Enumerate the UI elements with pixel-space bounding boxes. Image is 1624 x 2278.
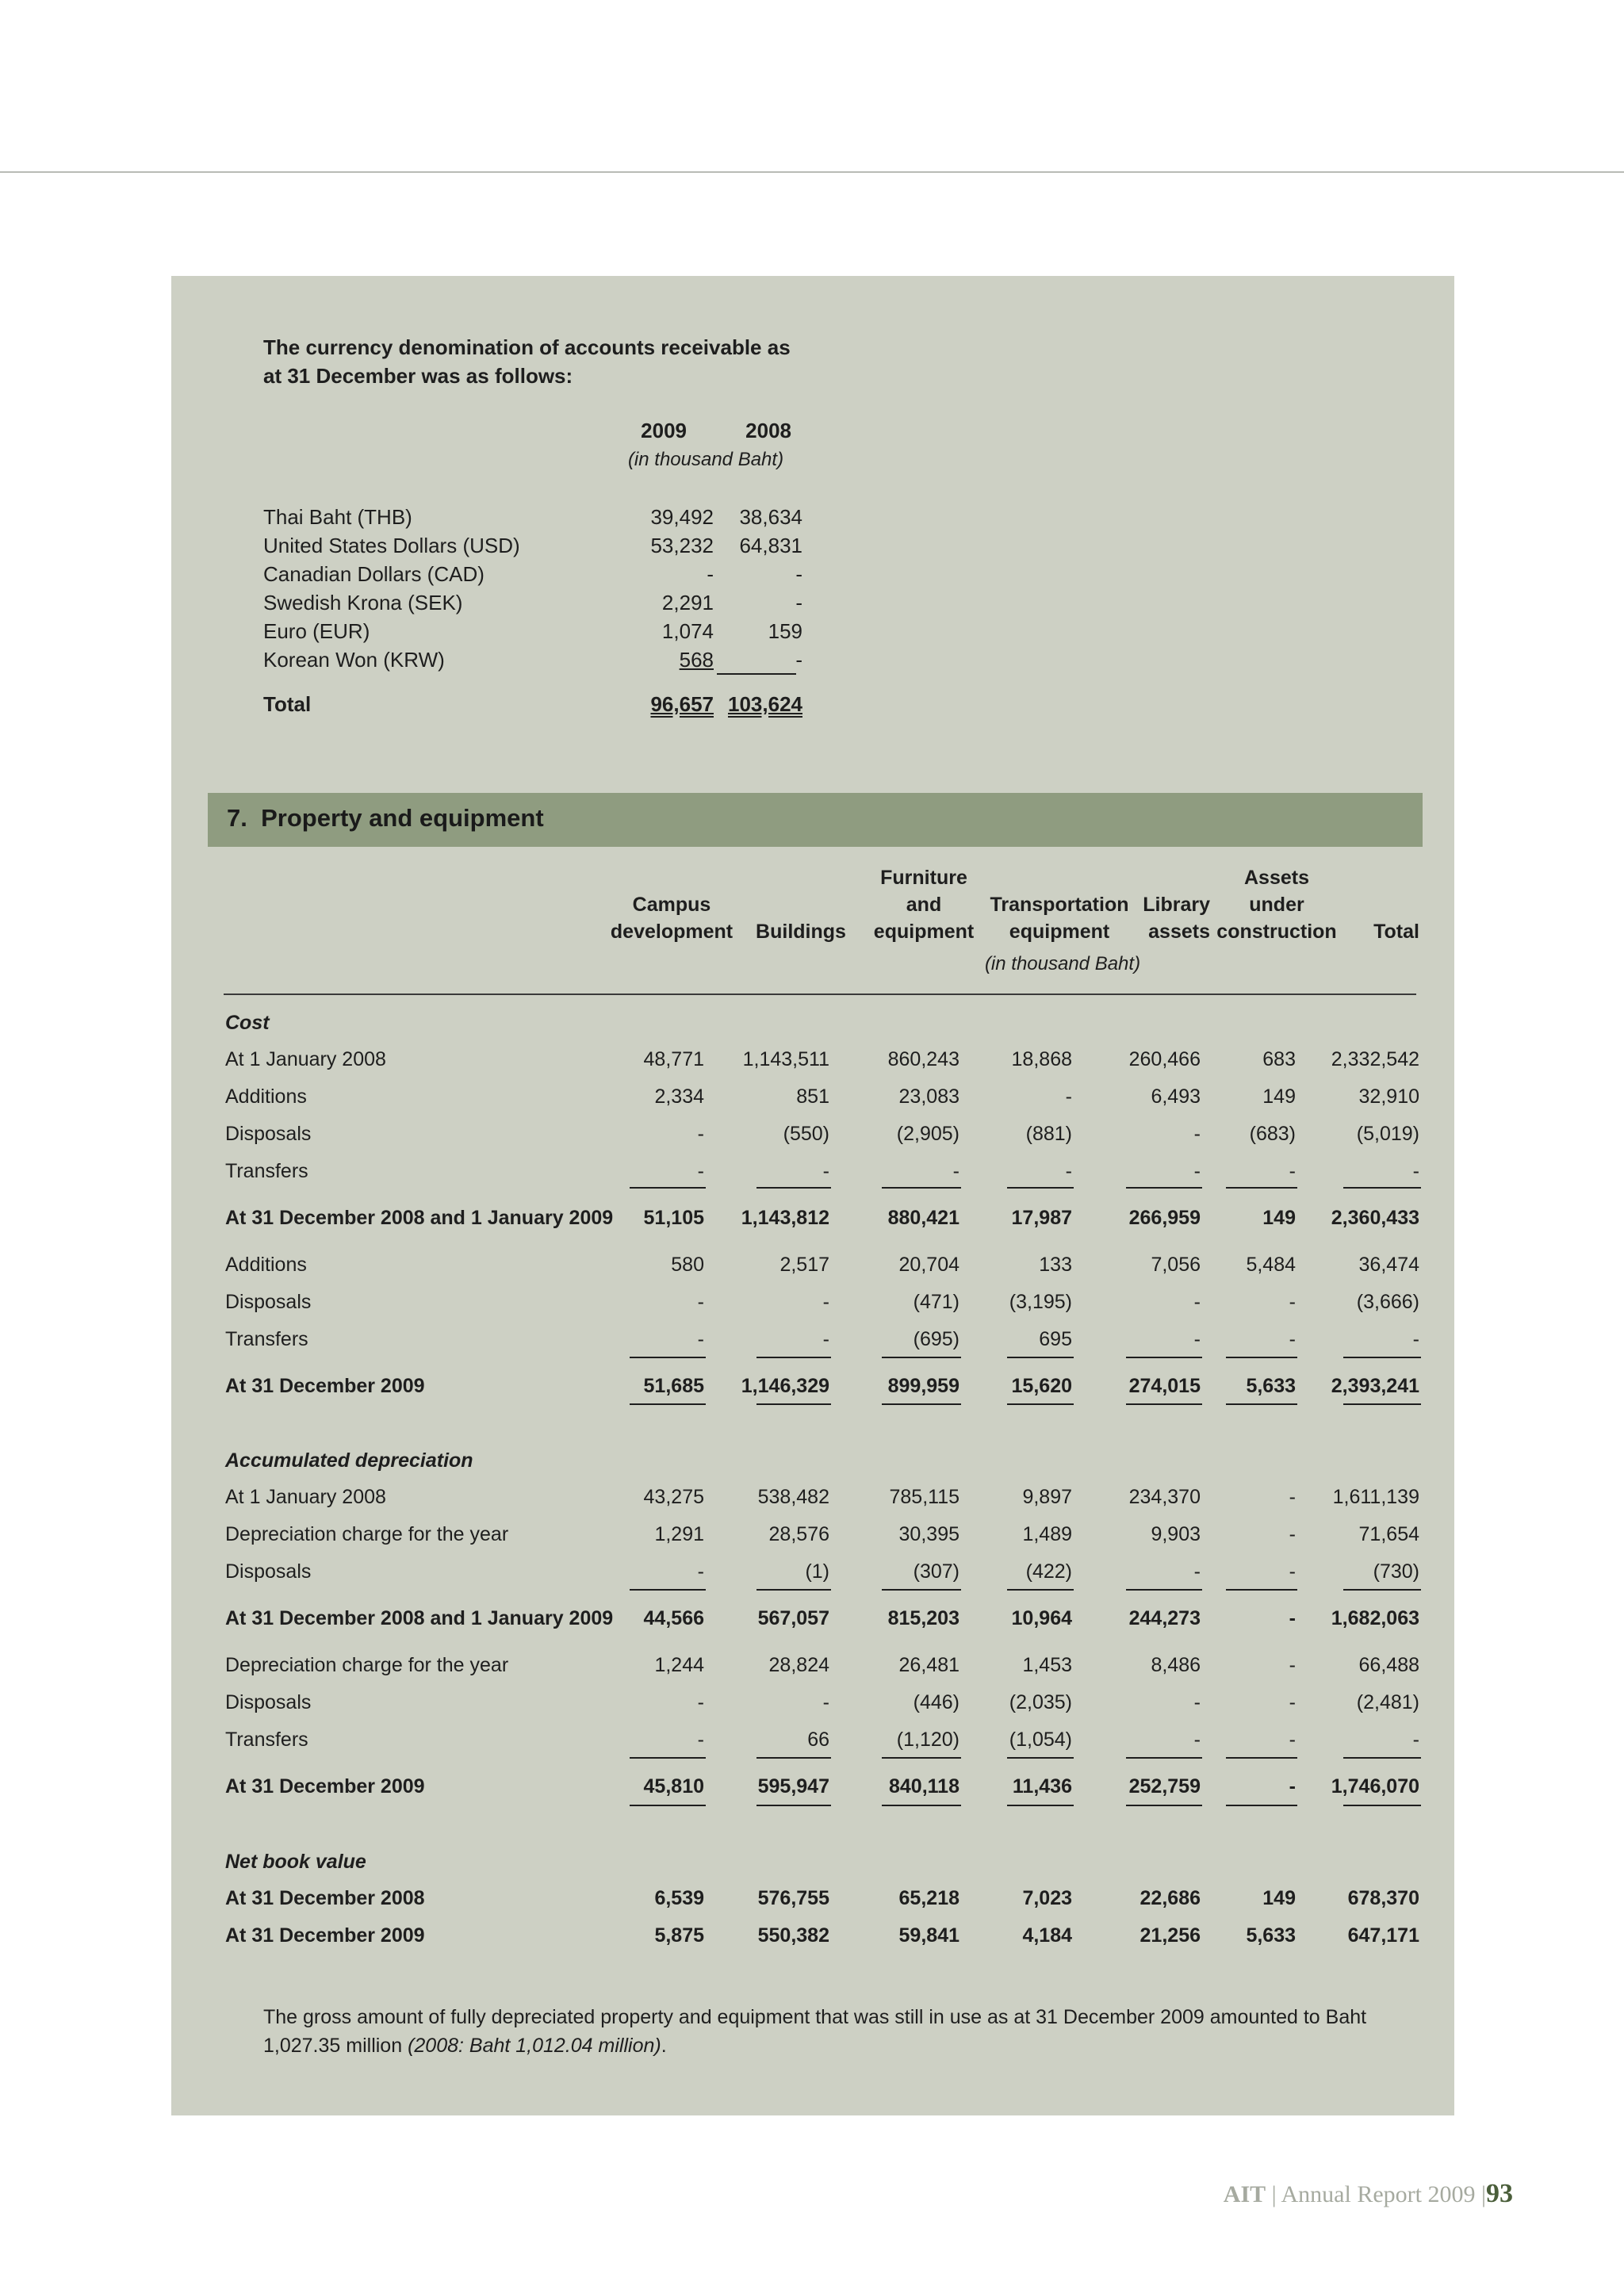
table-section-label: Accumulated depreciation (225, 1449, 473, 1472)
table-cell: - (1193, 1560, 1201, 1583)
table-row (225, 1085, 1431, 1114)
column-rule (882, 1589, 961, 1591)
table-cell: 1,489 (1022, 1523, 1072, 1545)
top-rule (0, 171, 1624, 173)
table-cell: (1,120) (896, 1729, 959, 1751)
table-cell: 899,959 (887, 1375, 959, 1397)
table-cell: 26,481 (898, 1654, 959, 1676)
column-rule (756, 1357, 831, 1358)
section-title: 7. Property and equipment (227, 804, 544, 832)
table-cell: 567,057 (757, 1607, 829, 1629)
table-cell: 149 (1262, 1085, 1296, 1108)
column-rule (1343, 1403, 1421, 1405)
table-cell: - (1289, 1560, 1296, 1583)
currency-row: Canadian Dollars (CAD) - - (263, 562, 802, 586)
column-rule (756, 1805, 831, 1806)
table-cell: - (822, 1160, 829, 1182)
table-cell: - (1289, 1160, 1296, 1182)
table-row (225, 1254, 1431, 1282)
row-label: Additions (225, 1085, 307, 1108)
table-cell: - (822, 1328, 829, 1350)
table-cell: - (1289, 1291, 1296, 1313)
table-cell: - (1065, 1085, 1072, 1108)
row-label: At 31 December 2009 (225, 1775, 425, 1798)
column-rule (1007, 1589, 1074, 1591)
table-cell: 683 (1262, 1048, 1296, 1070)
table-cell: - (1193, 1160, 1201, 1182)
column-rule (1126, 1403, 1202, 1405)
table-cell: 880,421 (887, 1207, 959, 1229)
table-cell: 1,143,511 (742, 1048, 829, 1070)
table-cell: - (697, 1560, 704, 1583)
table-row (225, 1560, 1431, 1589)
table-cell: - (1289, 1486, 1296, 1508)
row-label: Depreciation charge for the year (225, 1523, 509, 1545)
table-cell: 30,395 (898, 1523, 959, 1545)
table-cell: 252,759 (1128, 1775, 1201, 1798)
table-row (225, 1654, 1431, 1683)
table-cell: - (697, 1160, 704, 1182)
table-cell: - (1193, 1691, 1201, 1713)
table-cell: (422) (1025, 1560, 1072, 1583)
table-cell: 44,566 (643, 1607, 704, 1629)
table-cell: 695 (1039, 1328, 1072, 1350)
table-cell: (1,054) (1009, 1729, 1072, 1751)
table-cell: (730) (1373, 1560, 1419, 1583)
table-row (225, 1486, 1431, 1514)
table-cell: 9,903 (1151, 1523, 1201, 1545)
table-cell: (550) (783, 1123, 829, 1145)
table-cell: (881) (1025, 1123, 1072, 1145)
table-cell: 15,620 (1011, 1375, 1072, 1397)
table-cell: 133 (1039, 1254, 1072, 1276)
column-rule (630, 1357, 706, 1358)
column-rule (1007, 1403, 1074, 1405)
col-header-total: Total (1373, 921, 1419, 943)
col-header-library: Library assets (1143, 894, 1210, 943)
table-row (225, 1291, 1431, 1319)
currency-unit: (in thousand Baht) (627, 449, 784, 470)
table-row (225, 1123, 1431, 1151)
table-cell: 5,875 (654, 1924, 704, 1947)
table-cell: (2,905) (896, 1123, 959, 1145)
table-cell: 32,910 (1358, 1085, 1419, 1108)
row-label: Disposals (225, 1560, 312, 1583)
row-label: Transfers (225, 1729, 308, 1751)
table-cell: (3,195) (1009, 1291, 1072, 1313)
table-row (225, 1160, 1431, 1189)
table-cell: 18,868 (1011, 1048, 1072, 1070)
column-rule (1007, 1805, 1074, 1806)
table-cell: 1,746,070 (1331, 1775, 1419, 1798)
column-rule (1007, 1757, 1074, 1759)
row-label: Additions (225, 1254, 307, 1276)
table-cell: - (1289, 1775, 1296, 1798)
col-header-buildings: Buildings (756, 921, 846, 943)
col-header-campus: Campus development (610, 894, 733, 943)
table-cell: 576,755 (757, 1887, 829, 1909)
column-rule (1126, 1757, 1202, 1759)
table-cell: 149 (1262, 1207, 1296, 1229)
column-rule (1226, 1589, 1297, 1591)
row-label: Transfers (225, 1160, 308, 1182)
table-cell: 1,682,063 (1331, 1607, 1419, 1629)
table-cell: 840,118 (889, 1775, 959, 1798)
table-cell: (2,481) (1356, 1691, 1419, 1713)
table-cell: 5,633 (1246, 1375, 1296, 1397)
table-cell: 8,486 (1151, 1654, 1201, 1676)
row-label: Disposals (225, 1123, 312, 1145)
column-rule (630, 1589, 706, 1591)
table-cell: 595,947 (757, 1775, 829, 1798)
column-rule (1226, 1357, 1297, 1358)
table-cell: 23,083 (898, 1085, 959, 1108)
column-rule (756, 1187, 831, 1189)
currency-subtotal-rule (717, 673, 796, 675)
table-cell: - (697, 1691, 704, 1713)
col-header-furniture: Furniture and equipment (873, 867, 975, 943)
column-rule (882, 1805, 961, 1806)
column-rule (756, 1589, 831, 1591)
table-row (225, 1523, 1431, 1552)
column-rule (882, 1357, 961, 1358)
table-cell: - (1065, 1160, 1072, 1182)
column-rule (1343, 1757, 1421, 1759)
table-cell: 51,685 (643, 1375, 704, 1397)
table-cell: (446) (913, 1691, 959, 1713)
column-rule (756, 1757, 831, 1759)
currency-year-2008: 2008 (745, 419, 791, 442)
table-cell: 28,576 (768, 1523, 829, 1545)
column-rule (1226, 1403, 1297, 1405)
table-cell: 815,203 (887, 1607, 959, 1629)
table-cell: - (697, 1328, 704, 1350)
column-rule (1126, 1805, 1202, 1806)
table-cell: 5,484 (1246, 1254, 1296, 1276)
column-rule (882, 1757, 961, 1759)
column-rule (1126, 1187, 1202, 1189)
table-cell: 7,023 (1022, 1887, 1072, 1909)
table-cell: 647,171 (1347, 1924, 1419, 1947)
table-cell: - (697, 1291, 704, 1313)
table-cell: 65,218 (898, 1887, 959, 1909)
currency-row: United States Dollars (USD) 53,232 64,831 (263, 534, 802, 557)
column-rule (630, 1187, 706, 1189)
header-rule (224, 994, 1416, 995)
table-cell: 66 (807, 1729, 829, 1751)
table-cell: 2,517 (779, 1254, 829, 1276)
table-cell: 1,291 (654, 1523, 704, 1545)
table-cell: - (1412, 1328, 1419, 1350)
table-row (225, 1207, 1431, 1235)
table-cell: 17,987 (1011, 1207, 1072, 1229)
column-rule (1343, 1357, 1421, 1358)
table-cell: 234,370 (1128, 1486, 1201, 1508)
table-cell: 785,115 (889, 1486, 959, 1508)
table-cell: 9,897 (1022, 1486, 1072, 1508)
table-cell: - (1289, 1654, 1296, 1676)
column-rule (1226, 1187, 1297, 1189)
table-cell: - (1289, 1328, 1296, 1350)
table-cell: (3,666) (1356, 1291, 1419, 1313)
table-cell: 1,146,329 (741, 1375, 829, 1397)
currency-title: The currency denomination of accounts receivable as at 31 December was as follows: (263, 335, 791, 388)
table-section-label: Cost (225, 1012, 270, 1034)
table-cell: (2,035) (1009, 1691, 1072, 1713)
row-label: At 31 December 2008 and 1 January 2009 (225, 1207, 614, 1229)
table-cell: 678,370 (1347, 1887, 1419, 1909)
table-cell: - (952, 1160, 959, 1182)
column-rule (1126, 1357, 1202, 1358)
table-cell: - (1193, 1291, 1201, 1313)
table-cell: 4,184 (1022, 1924, 1072, 1947)
table-cell: 6,539 (654, 1887, 704, 1909)
table-cell: 2,332,542 (1331, 1048, 1419, 1070)
column-rule (1126, 1589, 1202, 1591)
table-cell: 28,824 (768, 1654, 829, 1676)
column-rule (1226, 1805, 1297, 1806)
column-rule (1007, 1187, 1074, 1189)
table-cell: 10,964 (1011, 1607, 1072, 1629)
currency-row: Swedish Krona (SEK) 2,291 - (263, 591, 802, 614)
table-cell: 43,275 (643, 1486, 704, 1508)
table-row (225, 1729, 1431, 1757)
column-rule (882, 1403, 961, 1405)
table-cell: - (1193, 1123, 1201, 1145)
row-label: At 31 December 2008 and 1 January 2009 (225, 1607, 614, 1629)
table-cell: 59,841 (898, 1924, 959, 1947)
table-cell: - (1289, 1523, 1296, 1545)
table-cell: 1,611,139 (1332, 1486, 1419, 1508)
table-cell: (695) (913, 1328, 959, 1350)
row-label: At 31 December 2009 (225, 1924, 425, 1947)
page-number: 93 (1486, 2179, 1513, 2208)
table-cell: (471) (913, 1291, 959, 1313)
currency-row: Thai Baht (THB) 39,492 38,634 (263, 505, 802, 529)
column-rule (1007, 1357, 1074, 1358)
table-cell: - (697, 1123, 704, 1145)
table-cell: 860,243 (887, 1048, 959, 1070)
table-cell: 2,360,433 (1331, 1207, 1419, 1229)
page-footer: AIT | Annual Report 2009 |93 (1223, 2179, 1513, 2208)
table-section-label: Net book value (225, 1851, 366, 1873)
table-cell: - (822, 1691, 829, 1713)
table-cell: - (1193, 1328, 1201, 1350)
table-cell: (307) (913, 1560, 959, 1583)
section-header (208, 793, 1423, 847)
column-rule (882, 1187, 961, 1189)
footnote: The gross amount of fully depreciated property and equipment that was still in use as at 31 December 2009 amounted to Baht 1,027.35 million (2008: Baht 1,012.04 million). (263, 2006, 1367, 2057)
table-cell: 851 (796, 1085, 829, 1108)
table-cell: 1,453 (1022, 1654, 1072, 1676)
table-cell: 51,105 (643, 1207, 704, 1229)
currency-year-2009: 2009 (641, 419, 687, 442)
table-cell: 21,256 (1139, 1924, 1201, 1947)
table-cell: - (1412, 1160, 1419, 1182)
row-label: At 31 December 2009 (225, 1375, 425, 1397)
table-row (225, 1691, 1431, 1720)
ppe-unit: (in thousand Baht) (984, 953, 1141, 974)
table-cell: 48,771 (643, 1048, 704, 1070)
col-header-construction: Assets under construction (1216, 867, 1337, 943)
table-row (225, 1328, 1431, 1357)
table-cell: 45,810 (643, 1775, 704, 1798)
column-rule (630, 1403, 706, 1405)
col-header-transportation: Transportation equipment (990, 894, 1129, 943)
table-cell: 149 (1262, 1887, 1296, 1909)
table-cell: 66,488 (1358, 1654, 1419, 1676)
table-cell: 580 (671, 1254, 704, 1276)
table-cell: 2,393,241 (1331, 1375, 1419, 1397)
column-rule (1343, 1805, 1421, 1806)
row-label: At 1 January 2008 (225, 1048, 386, 1070)
table-cell: 260,466 (1128, 1048, 1201, 1070)
table-cell: (1) (805, 1560, 829, 1583)
table-cell: 6,493 (1151, 1085, 1201, 1108)
table-row (225, 1775, 1431, 1804)
table-row (225, 1887, 1431, 1916)
currency-total-row: Total 96,657 103,624 (263, 692, 802, 716)
currency-row: Korean Won (KRW) 568 - (263, 648, 802, 672)
table-cell: 2,334 (654, 1085, 704, 1108)
table-cell: 7,056 (1151, 1254, 1201, 1276)
table-cell: - (1289, 1607, 1296, 1629)
row-label: At 31 December 2008 (225, 1887, 425, 1909)
row-label: Disposals (225, 1291, 312, 1313)
table-cell: 266,959 (1128, 1207, 1201, 1229)
row-label: At 1 January 2008 (225, 1486, 386, 1508)
table-cell: (5,019) (1356, 1123, 1419, 1145)
table-cell: - (1193, 1729, 1201, 1751)
currency-row: Euro (EUR) 1,074 159 (263, 619, 802, 643)
table-cell: 11,436 (1012, 1775, 1072, 1798)
table-cell: - (1289, 1729, 1296, 1751)
table-row (225, 1607, 1431, 1636)
table-cell: 244,273 (1128, 1607, 1201, 1629)
table-cell: 538,482 (757, 1486, 829, 1508)
table-cell: 71,654 (1358, 1523, 1419, 1545)
column-rule (630, 1757, 706, 1759)
table-cell: 22,686 (1139, 1887, 1201, 1909)
column-rule (1226, 1757, 1297, 1759)
table-cell: 550,382 (757, 1924, 829, 1947)
table-cell: - (697, 1729, 704, 1751)
column-rule (630, 1805, 706, 1806)
table-cell: - (822, 1291, 829, 1313)
column-rule (1343, 1589, 1421, 1591)
table-cell: 1,143,812 (741, 1207, 829, 1229)
table-row (225, 1048, 1431, 1077)
table-cell: 1,244 (654, 1654, 704, 1676)
table-cell: 5,633 (1246, 1924, 1296, 1947)
column-rule (1343, 1187, 1421, 1189)
row-label: Transfers (225, 1328, 308, 1350)
row-label: Disposals (225, 1691, 312, 1713)
table-cell: 274,015 (1128, 1375, 1201, 1397)
table-row (225, 1924, 1431, 1953)
table-cell: 20,704 (898, 1254, 959, 1276)
table-cell: - (1412, 1729, 1419, 1751)
column-rule (756, 1403, 831, 1405)
row-label: Depreciation charge for the year (225, 1654, 509, 1676)
table-row (225, 1375, 1431, 1403)
table-cell: (683) (1249, 1123, 1296, 1145)
table-cell: - (1289, 1691, 1296, 1713)
table-cell: 36,474 (1358, 1254, 1419, 1276)
